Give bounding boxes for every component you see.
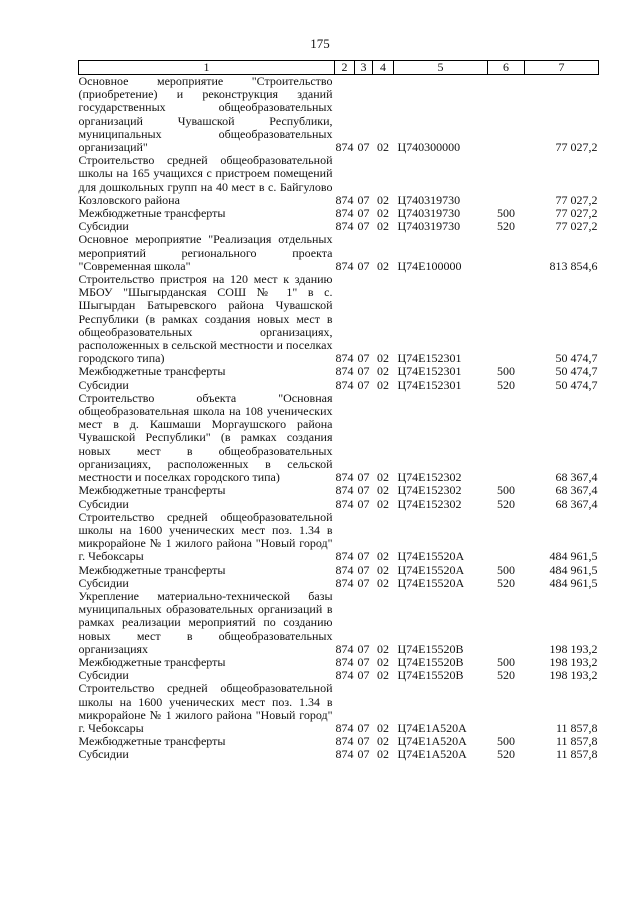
subsection-code: 02: [377, 654, 389, 669]
section-code: 07: [357, 562, 370, 577]
row-name: Межбюджетные трансферты: [78, 483, 226, 498]
row-name: Строительство средней общеобразовательной школы на 165 учащихся с пристроем помещений для дошкольных групп на 40 мест в с. Байгулово Козловского района: [78, 153, 333, 207]
amount: 813 854,6: [549, 258, 598, 273]
amount: 11 857,8: [555, 734, 598, 749]
table-row: [79, 365, 599, 378]
amount: 68 367,4: [555, 496, 598, 511]
expense-type-code: 500: [497, 206, 515, 221]
section-code: 07: [357, 720, 370, 735]
section-code: 07: [357, 219, 370, 234]
target-item-code: Ц74Е1А520А: [397, 720, 467, 735]
subsection-code: 02: [377, 575, 389, 590]
subsection-code: 02: [377, 549, 389, 564]
section-code: 07: [357, 258, 370, 273]
table-row: [79, 75, 599, 155]
subsection-code: 02: [377, 140, 389, 155]
section-code: 07: [357, 747, 370, 762]
section-code: 07: [357, 470, 370, 485]
header-col-1: 1: [79, 61, 335, 75]
row-name: Субсидии: [78, 496, 129, 511]
expense-type-code: 520: [497, 496, 515, 511]
table-body: [79, 75, 599, 762]
table-row: [79, 392, 599, 484]
ministry-code: 874: [335, 364, 354, 379]
row-name: Субсидии: [78, 377, 129, 392]
subsection-code: 02: [377, 641, 389, 656]
amount: 484 961,5: [549, 575, 598, 590]
amount: 68 367,4: [555, 470, 598, 485]
subsection-code: 02: [377, 747, 389, 762]
expense-type-code: [488, 511, 525, 564]
section-code: 07: [357, 575, 370, 590]
expense-type-code: 500: [497, 483, 515, 498]
section-code: 07: [357, 206, 370, 221]
amount: 484 961,5: [549, 562, 598, 577]
amount: 77 027,2: [555, 140, 598, 155]
expense-type-code: [488, 682, 525, 735]
target-item-code: Ц74Е15520В: [397, 654, 464, 669]
table-row: [79, 379, 599, 392]
row-name: Межбюджетные трансферты: [78, 734, 226, 749]
expense-type-code: 520: [497, 219, 515, 234]
row-name: Строительство средней общеобразовательной школы на 1600 ученических мест поз. 1.34 в микрорайоне № 1 жилого района "Новый город" г. Чебоксары: [78, 509, 333, 564]
expense-type-code: 520: [497, 575, 515, 590]
ministry-code: 874: [335, 747, 354, 762]
subsection-code: 02: [377, 483, 389, 498]
row-name: Межбюджетные трансферты: [78, 562, 226, 577]
expense-type-code: 500: [497, 364, 515, 379]
header-col-5: 5: [394, 61, 488, 75]
amount: 198 193,2: [549, 641, 598, 656]
amount: 50 474,7: [555, 377, 598, 392]
subsection-code: 02: [377, 219, 389, 234]
header-col-2: 2: [335, 61, 355, 75]
subsection-code: 02: [377, 192, 389, 207]
subsection-code: 02: [377, 668, 389, 683]
amount: 68 367,4: [555, 483, 598, 498]
target-item-code: Ц74Е152302: [397, 470, 462, 485]
expense-type-code: [488, 392, 525, 484]
budget-table: [78, 60, 599, 762]
target-item-code: Ц74Е15520В: [397, 641, 464, 656]
table-row: [79, 577, 599, 590]
row-name: Субсидии: [78, 575, 129, 590]
target-item-code: Ц74Е15520А: [397, 549, 465, 564]
amount: 77 027,2: [555, 219, 598, 234]
ministry-code: 874: [335, 575, 354, 590]
page-number: 175: [310, 36, 330, 51]
table-row: [79, 233, 599, 273]
target-item-code: Ц740319730: [397, 192, 461, 207]
ministry-code: 874: [335, 351, 354, 366]
ministry-code: 874: [335, 549, 354, 564]
target-item-code: Ц74Е152301: [397, 351, 462, 366]
section-code: 07: [357, 734, 370, 749]
ministry-code: 874: [335, 562, 354, 577]
header-col-7: 7: [525, 61, 599, 75]
expense-type-code: [488, 233, 525, 273]
subsection-code: 02: [377, 720, 389, 735]
amount: 50 474,7: [555, 351, 598, 366]
row-name: Строительство средней общеобразовательной школы на 1600 ученических мест поз. 1.34 в микрорайоне № 1 жилого района "Новый город" г. Чебоксары: [78, 681, 333, 735]
table-row: [79, 590, 599, 656]
ministry-code: 874: [335, 496, 354, 511]
target-item-code: Ц740319730: [397, 206, 461, 221]
expense-type-code: [488, 273, 525, 365]
subsection-code: 02: [377, 258, 389, 273]
ministry-code: 874: [335, 654, 354, 669]
section-code: 07: [357, 192, 370, 207]
subsection-code: 02: [377, 377, 389, 392]
expense-type-code: 520: [497, 668, 515, 683]
table-row: [79, 682, 599, 735]
subsection-code: 02: [377, 364, 389, 379]
target-item-code: Ц74Е152302: [397, 483, 462, 498]
expense-type-code: [488, 75, 525, 155]
expense-type-code: 500: [497, 734, 515, 749]
section-code: 07: [357, 140, 370, 155]
ministry-code: 874: [335, 192, 354, 207]
row-name: Субсидии: [78, 747, 129, 762]
amount: 50 474,7: [555, 364, 598, 379]
amount: 198 193,2: [549, 654, 598, 669]
ministry-code: 874: [335, 258, 354, 273]
ministry-code: 874: [335, 470, 354, 485]
subsection-code: 02: [377, 562, 389, 577]
target-item-code: Ц74Е100000: [397, 258, 462, 273]
section-code: 07: [357, 641, 370, 656]
table-row: [79, 564, 599, 577]
amount: 77 027,2: [555, 192, 598, 207]
row-name: Строительство объекта "Основная общеобразовательная школа на 108 ученических мест в д. Кашмаши Моргаушского района Чувашской Республики" (в рамках создания новых мест в общеобразовательных организациях, расположенных в сельской местности и поселках городского типа): [78, 390, 333, 485]
section-code: 07: [357, 351, 370, 366]
subsection-code: 02: [377, 496, 389, 511]
ministry-code: 874: [335, 377, 354, 392]
row-name: Субсидии: [78, 219, 129, 234]
section-code: 07: [357, 654, 370, 669]
subsection-code: 02: [377, 206, 389, 221]
table-row: [79, 748, 599, 761]
ministry-code: 874: [335, 219, 354, 234]
target-item-code: Ц74Е15520В: [397, 668, 464, 683]
section-code: 07: [357, 668, 370, 683]
target-item-code: Ц74Е1А520А: [397, 734, 467, 749]
subsection-code: 02: [377, 734, 389, 749]
section-code: 07: [357, 549, 370, 564]
amount: 198 193,2: [549, 668, 598, 683]
section-code: 07: [357, 377, 370, 392]
table-row: [79, 484, 599, 497]
section-code: 07: [357, 483, 370, 498]
ministry-code: 874: [335, 668, 354, 683]
expense-type-code: 500: [497, 562, 515, 577]
table-row: [79, 273, 599, 365]
row-name: Межбюджетные трансферты: [78, 364, 226, 379]
ministry-code: 874: [335, 720, 354, 735]
subsection-code: 02: [377, 470, 389, 485]
section-code: 07: [357, 496, 370, 511]
header-col-6: 6: [488, 61, 525, 75]
row-name: Субсидии: [78, 668, 129, 683]
target-item-code: Ц74Е15520А: [397, 562, 465, 577]
ministry-code: 874: [335, 734, 354, 749]
row-name: Укрепление материально-технической базы муниципальных образовательных организаций в рамках реализации мероприятий по созданию новых мест в общеобразовательных организациях: [78, 588, 333, 656]
amount: 484 961,5: [549, 549, 598, 564]
header-col-3: 3: [355, 61, 373, 75]
target-item-code: Ц740319730: [397, 219, 461, 234]
target-item-code: Ц740300000: [397, 140, 461, 155]
target-item-code: Ц74Е15520А: [397, 575, 465, 590]
amount: 11 857,8: [555, 747, 598, 762]
subsection-code: 02: [377, 351, 389, 366]
expense-type-code: [488, 154, 525, 207]
target-item-code: Ц74Е152301: [397, 364, 462, 379]
target-item-code: Ц74Е1А520А: [397, 747, 467, 762]
row-name: Основное мероприятие "Строительство (приобретение) и реконструкция зданий государственных общеобразовательных организаций Чувашской Республики, муниципальных общеобразовательных организаций": [78, 74, 333, 155]
header-row: [79, 61, 599, 75]
amount: 77 027,2: [555, 206, 598, 221]
header-col-4: 4: [373, 61, 394, 75]
amount: 11 857,8: [555, 720, 598, 735]
row-name: Строительство пристроя на 120 мест к зданию МБОУ "Шыгырданская СОШ № 1" в с. Шыгырдан Батыревского района Чувашской Республики (в рамках создания новых мест в общеобразовательных организациях, расположенных в сельской местности и поселках городского типа): [78, 272, 333, 366]
table-row: [79, 154, 599, 207]
table-row: [79, 511, 599, 564]
row-name: Основное мероприятие "Реализация отдельных мероприятий регионального проекта "Современная школа": [78, 232, 333, 273]
expense-type-code: 500: [497, 654, 515, 669]
row-name: Межбюджетные трансферты: [78, 654, 226, 669]
section-code: 07: [357, 364, 370, 379]
target-item-code: Ц74Е152301: [397, 377, 462, 392]
target-item-code: Ц74Е152302: [397, 496, 462, 511]
table-header: [79, 61, 599, 75]
expense-type-code: 520: [497, 747, 515, 762]
expense-type-code: [488, 590, 525, 656]
table-row: [79, 498, 599, 511]
row-name: Межбюджетные трансферты: [78, 206, 226, 221]
ministry-code: 874: [335, 206, 354, 221]
expense-type-code: 520: [497, 377, 515, 392]
ministry-code: 874: [335, 483, 354, 498]
ministry-code: 874: [335, 641, 354, 656]
ministry-code: 874: [335, 140, 354, 155]
